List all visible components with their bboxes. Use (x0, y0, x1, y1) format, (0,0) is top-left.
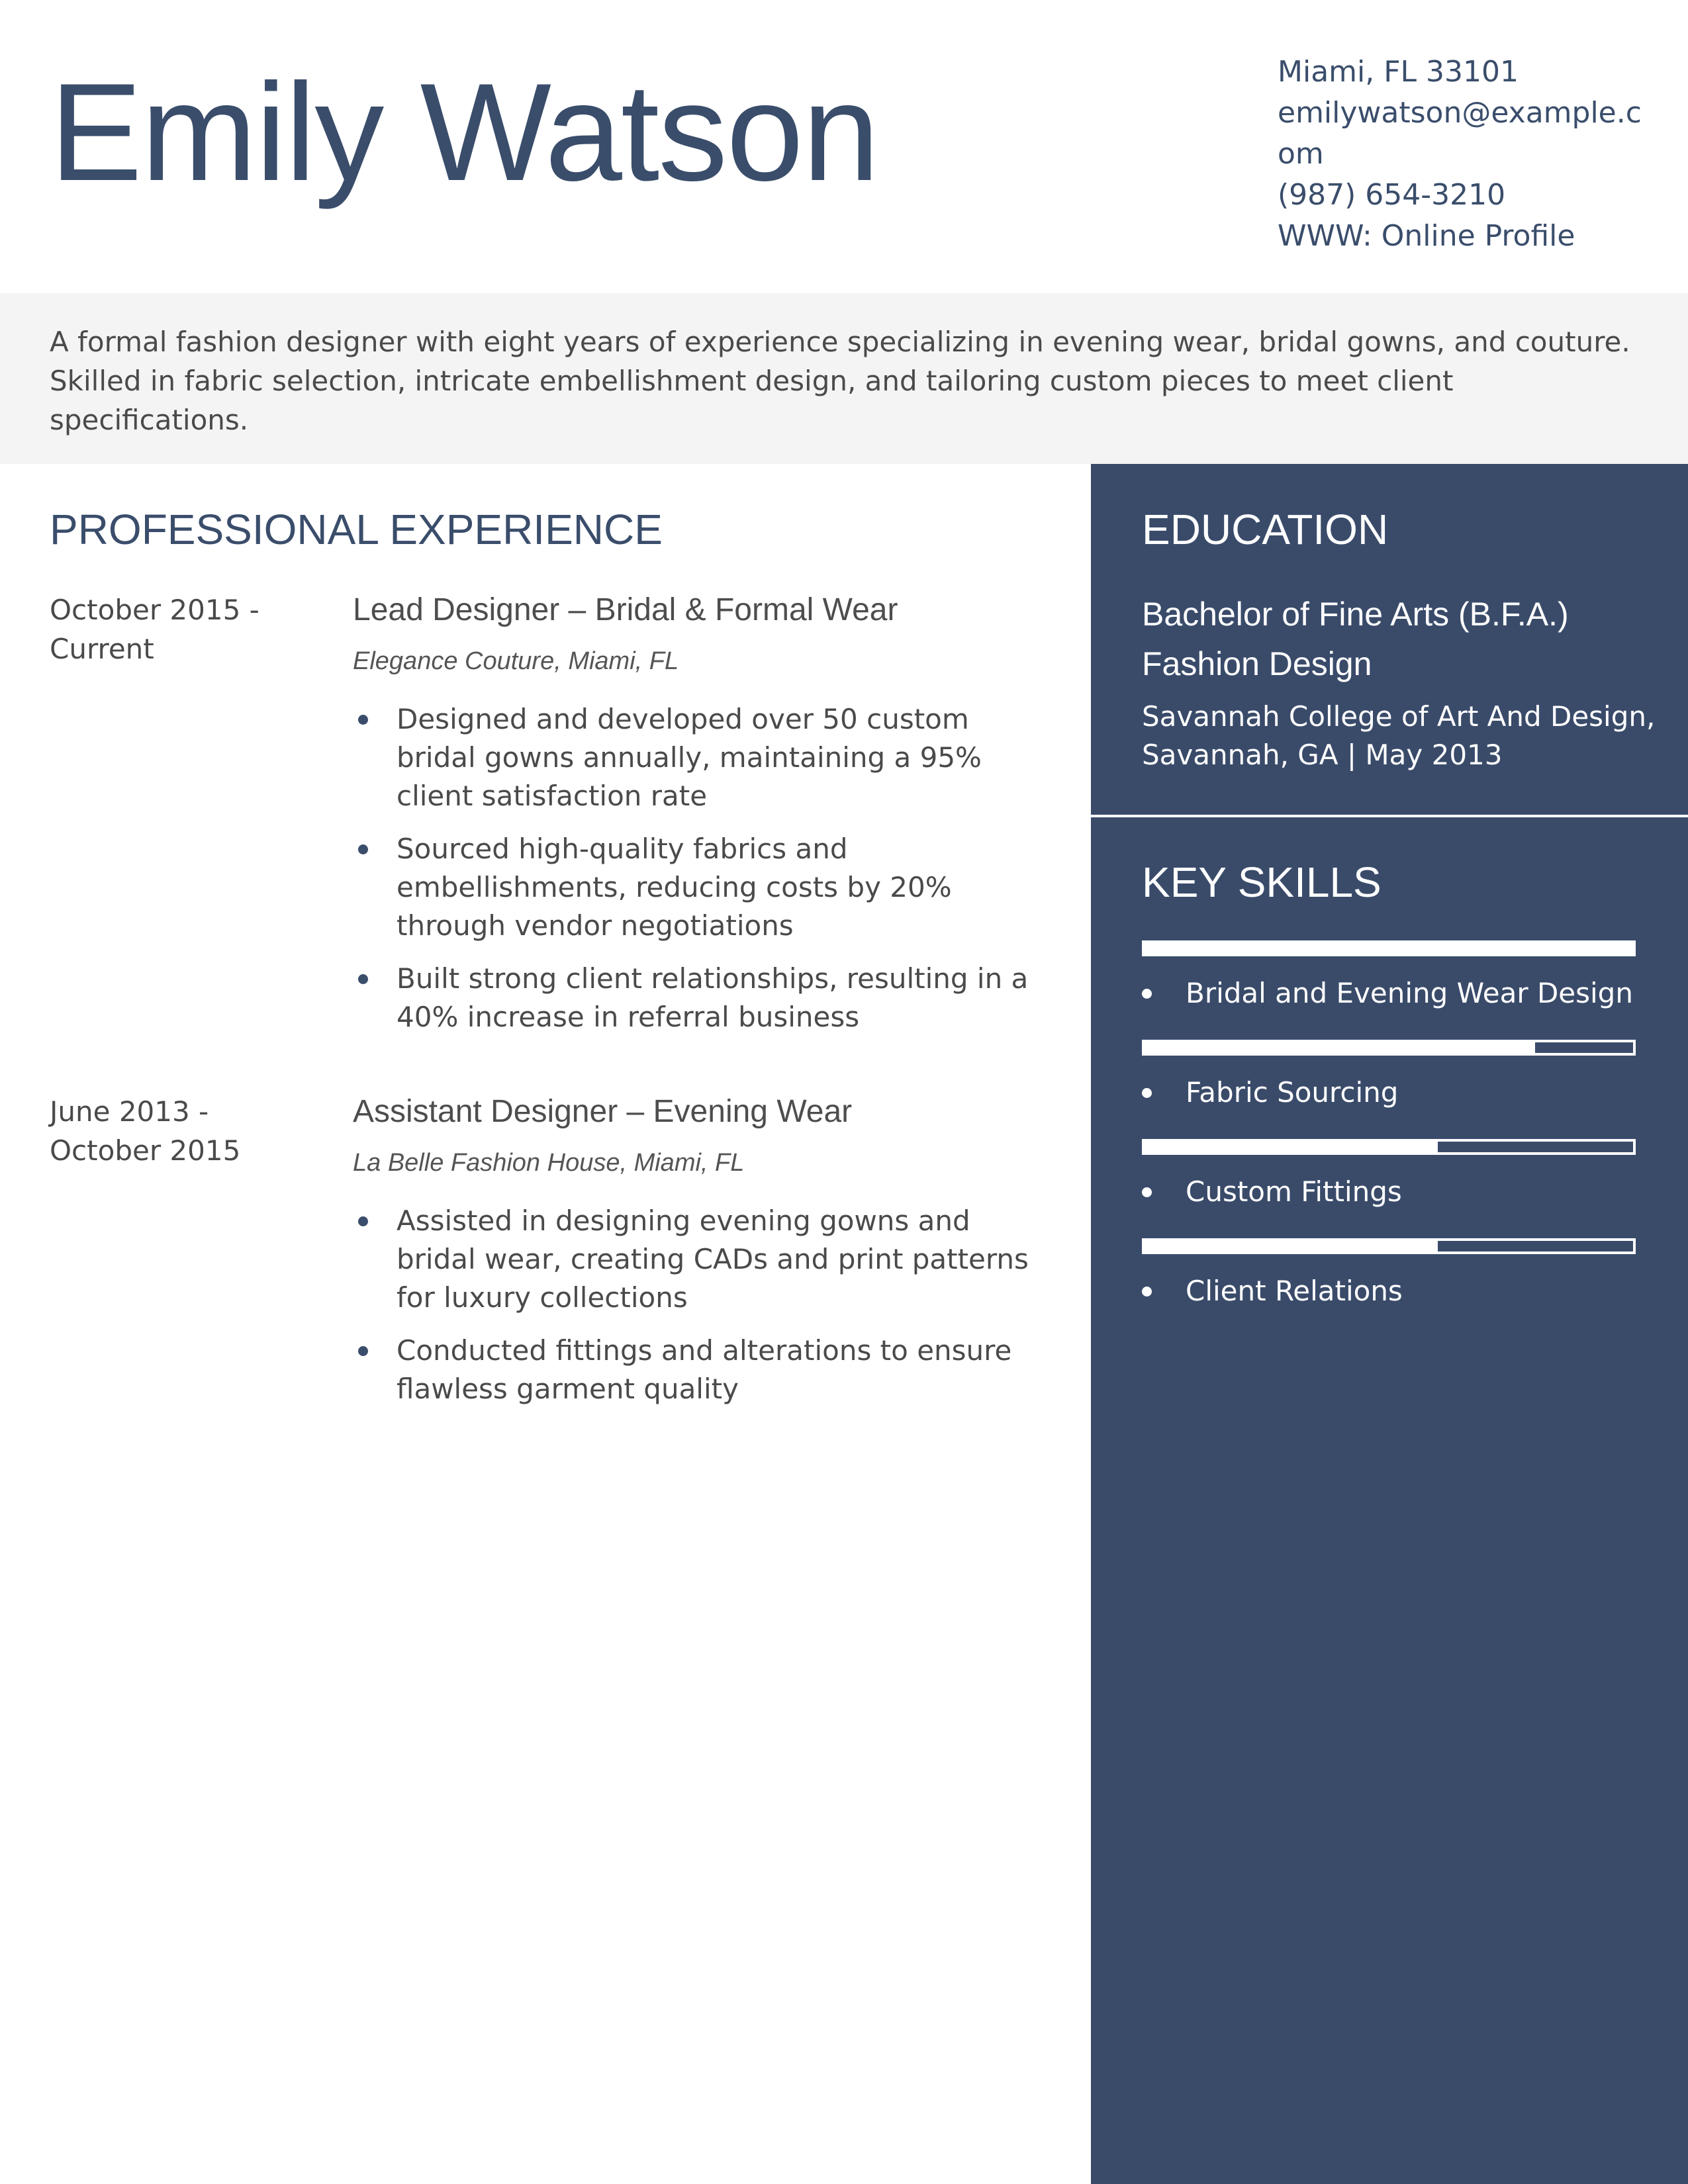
job-date: June 2013 - October 2015 (50, 1095, 241, 1167)
degree-name: Bachelor of Fine Arts (B.F.A.) (1142, 596, 1569, 633)
bullet-icon (1142, 1187, 1152, 1197)
skill-level-fill (1145, 1241, 1438, 1251)
bullet-icon (358, 974, 368, 984)
job-bullets (353, 1202, 1041, 1408)
skill-item (1142, 974, 1658, 1013)
bullet-icon (1142, 1088, 1152, 1098)
bullet-icon (358, 844, 368, 854)
skill-level-bar (1142, 1139, 1636, 1155)
skill-item (1142, 1272, 1658, 1310)
school-info: Savannah College of Art And Design, Savannah, GA | May 2013 (1142, 700, 1656, 771)
bullet-icon (358, 1216, 368, 1226)
job-details (353, 590, 1041, 1051)
skill-level-bar (1142, 1040, 1636, 1056)
education-heading: EDUCATION (1142, 506, 1389, 553)
job-bullet (353, 700, 1041, 815)
skill-level-bar (1142, 940, 1636, 956)
job-bullet-text: Built strong client relationships, resulting in a 40% increase in referral business (397, 962, 1029, 1033)
sidebar (1091, 464, 1688, 2184)
candidate-name: Emily Watson (50, 54, 878, 210)
skill-label: Client Relations (1186, 1275, 1403, 1307)
skill-label: Fabric Sourcing (1186, 1076, 1399, 1109)
contact-info (1278, 52, 1648, 257)
degree-major: Fashion Design (1142, 645, 1372, 682)
skill-level-fill (1145, 1042, 1535, 1053)
bullet-icon (358, 1346, 368, 1356)
job-bullet-text: Designed and developed over 50 custom bridal gowns annually, maintaining a 95% client satisfaction rate (397, 703, 982, 812)
job-bullet (353, 1332, 1041, 1408)
sidebar-divider (1091, 815, 1688, 817)
skill-label: Custom Fittings (1186, 1175, 1402, 1208)
contact-address: Miami, FL 33101 (1278, 55, 1519, 89)
job-company: Elegance Couture, Miami, FL (353, 647, 679, 675)
contact-website[interactable]: WWW: Online Profile (1278, 219, 1575, 253)
skill-item (1142, 1073, 1658, 1112)
skill-label: Bridal and Evening Wear Design (1186, 977, 1633, 1009)
job-bullet-text: Conducted fittings and alterations to ensure flawless garment quality (397, 1334, 1012, 1405)
job-company: La Belle Fashion House, Miami, FL (353, 1149, 745, 1177)
job-date: October 2015 - Current (50, 594, 259, 665)
skill-level-fill (1145, 943, 1633, 954)
skill-item (1142, 1173, 1658, 1211)
job-role: Lead Designer – Bridal & Formal Wear (353, 592, 898, 627)
job-details (353, 1092, 1041, 1423)
bullet-icon (1142, 1287, 1152, 1297)
summary-text: A formal fashion designer with eight years of experience specializing in evening wear, bridal gowns, and couture. Skilled in fabric selection, intricate embellishment design, and tailoring custom pieces to meet client specifications. (50, 326, 1630, 436)
skill-level-fill (1145, 1142, 1438, 1152)
job-bullet (353, 960, 1041, 1036)
job-bullet-text: Sourced high-quality fabrics and embellishments, reducing costs by 20% through vendor negotiations (397, 833, 952, 942)
contact-phone: (987) 654-3210 (1278, 178, 1506, 212)
resume-header (0, 0, 1688, 293)
summary-section (0, 293, 1688, 464)
bullet-icon (1142, 989, 1152, 999)
job-bullet (353, 1202, 1041, 1317)
job-bullet (353, 830, 1041, 945)
experience-heading: PROFESSIONAL EXPERIENCE (50, 506, 663, 553)
job-bullets (353, 700, 1041, 1036)
job-role: Assistant Designer – Evening Wear (353, 1094, 853, 1129)
contact-email[interactable]: emilywatson@example.com (1278, 96, 1642, 171)
skills-heading: KEY SKILLS (1142, 858, 1382, 906)
bullet-icon (358, 715, 368, 725)
job-bullet-text: Assisted in designing evening gowns and bridal wear, creating CADs and print patterns for luxury collections (397, 1205, 1029, 1314)
skill-level-bar (1142, 1238, 1636, 1254)
degree (1142, 590, 1658, 689)
